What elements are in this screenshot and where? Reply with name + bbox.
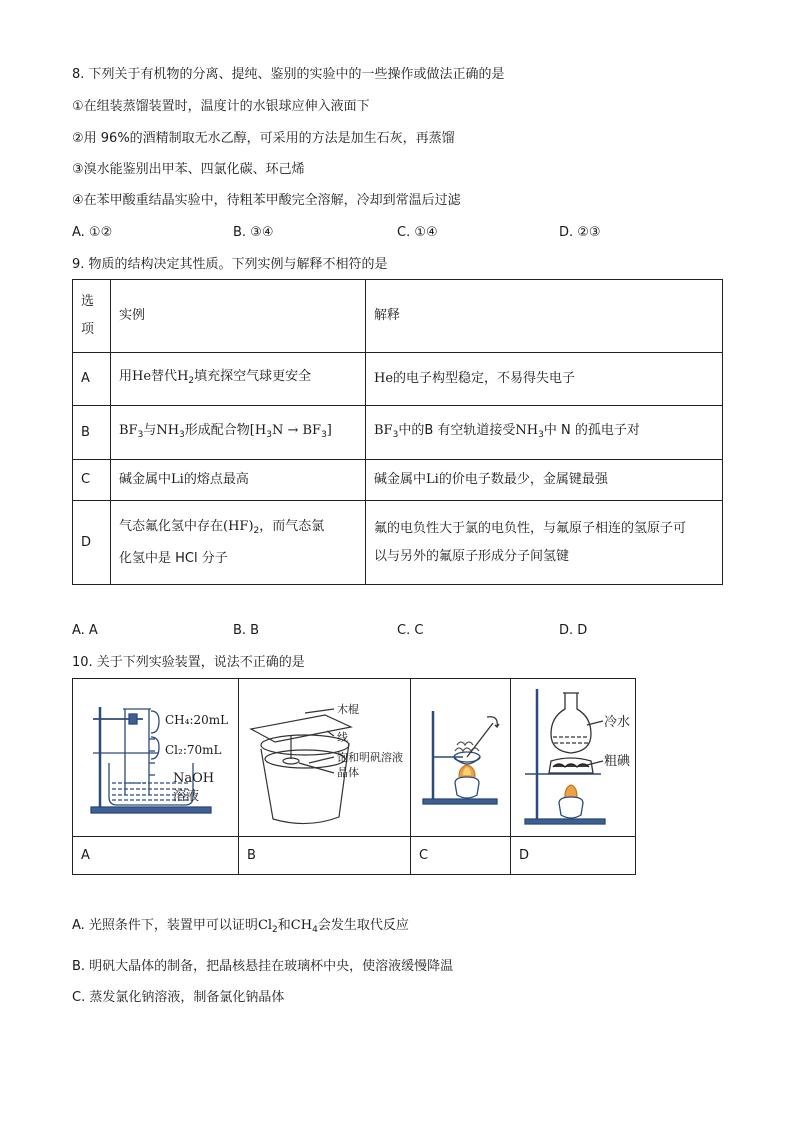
q8-stem: 8. 下列关于有机物的分离、提纯、鉴别的实验中的一些操作或做法正确的是 [72,67,505,82]
q9-header-example: 实例 [111,280,366,353]
q9-header-row [73,280,723,353]
apparatus-b-solution-label: 饱和明矾溶液 [337,751,403,764]
apparatus-b-label: B [239,837,411,875]
q9-row-d-example: 气态氟化氢中存在$(HF)_2$，而气态氯 化氢中是 HCl 分子 [111,501,366,585]
q8-option-a: A. ①② [72,225,113,240]
q9-row-c-explain: 碱金属中Li的价电子数最少，金属键最强 [366,460,723,501]
q8-options [72,224,722,242]
apparatus-d-water-label: 冷水 [604,715,631,730]
table-row [73,501,723,585]
q8-statement-2: ②用 96%的酒精制取无水乙醇，可采用的方法是加生石灰，再蒸馏 [72,131,455,146]
apparatus-a-naoh-label: NaOH [173,771,215,786]
table-row [73,353,723,406]
q9-header-option: 选项 [73,280,111,353]
apparatus-b-figure [239,679,411,836]
table-row [73,406,723,460]
table-row [73,460,723,501]
apparatus-b-cell [239,679,411,837]
apparatus-d-cell [511,679,636,837]
q10-choice-c: C. 蒸发氯化钠溶液，制备氯化钠晶体 [72,990,285,1005]
apparatus-c-figure [411,679,511,836]
apparatus-b-rod-label: 木棍 [337,703,359,716]
q10-choice-a: A. 光照条件下，装置甲可以证明$Cl_2$和$CH_4$会发生取代反应 [72,918,409,935]
apparatus-a-figure [73,679,239,836]
q9-option-d: D. D [559,623,588,638]
apparatus-d-iodine-label: 粗碘 [604,754,631,769]
q8-option-c: C. ①④ [397,225,438,240]
q9-row-b-example: $BF_3$与$NH_3$形成配合物$[H_3N \to BF_3]$ [111,406,366,460]
q8-option-b: B. ③④ [233,225,274,240]
q9-row-a-id: A [73,353,111,406]
q8-statement-4: ④在苯甲酸重结晶实验中，待粗苯甲酸完全溶解，冷却到常温后过滤 [72,193,461,208]
q9-row-b-id: B [73,406,111,460]
q9-row-a-explain: He的电子构型稳定，不易得失电子 [366,353,723,406]
q8-option-d: D. ②③ [559,225,601,240]
q8-statement-3: ③溴水能鉴别出甲苯、四氯化碳、环己烯 [72,162,305,177]
q9-stem: 9. 物质的结构决定其性质。下列实例与解释不相符的是 [72,257,388,272]
apparatus-a-label: A [73,837,239,875]
apparatus-d-label: D [511,837,636,875]
q9-row-a-example: 用He替代$H_2$填充探空气球更安全 [111,353,366,406]
q9-option-b: B. B [233,623,260,638]
q9-header-explain: 解释 [366,280,723,353]
q10-stem: 10. 关于下列实验装置，说法不正确的是 [72,655,305,670]
apparatus-a-ch4-label: CH₄:20mL [165,713,229,727]
apparatus-b-thread-label: 线 [337,731,348,744]
q10-choice-b: B. 明矾大晶体的制备，把晶核悬挂在玻璃杯中央，使溶液缓慢降温 [72,959,454,974]
q9-row-c-example: 碱金属中Li的熔点最高 [111,460,366,501]
q9-row-c-id: C [73,460,111,501]
q9-table [72,279,723,585]
apparatus-c-label: C [411,837,511,875]
q9-row-d-explain: 氟的电负性大于氯的电负性，与氟原子相连的氢原子可 以与另外的氟原子形成分子间氢键 [366,501,723,585]
q8-statement-1: ①在组装蒸馏装置时，温度计的水银球应伸入液面下 [72,99,370,114]
q9-options [72,622,722,640]
q9-row-d-id: D [73,501,111,585]
apparatus-a-cell [73,679,239,837]
apparatus-c-cell [411,679,511,837]
q9-option-c: C. C [397,623,424,638]
apparatus-d-figure [511,679,636,836]
q9-row-b-explain: $BF_3$中的B 有空轨道接受$NH_3$中 N 的孤电子对 [366,406,723,460]
apparatus-a-cl2-label: Cl₂:70mL [165,743,222,757]
apparatus-b-crystal-label: 晶体 [337,766,359,779]
apparatus-a-solution-label: 溶液 [173,789,200,804]
q9-option-a: A. A [72,623,98,638]
q10-apparatus-table [72,678,636,875]
